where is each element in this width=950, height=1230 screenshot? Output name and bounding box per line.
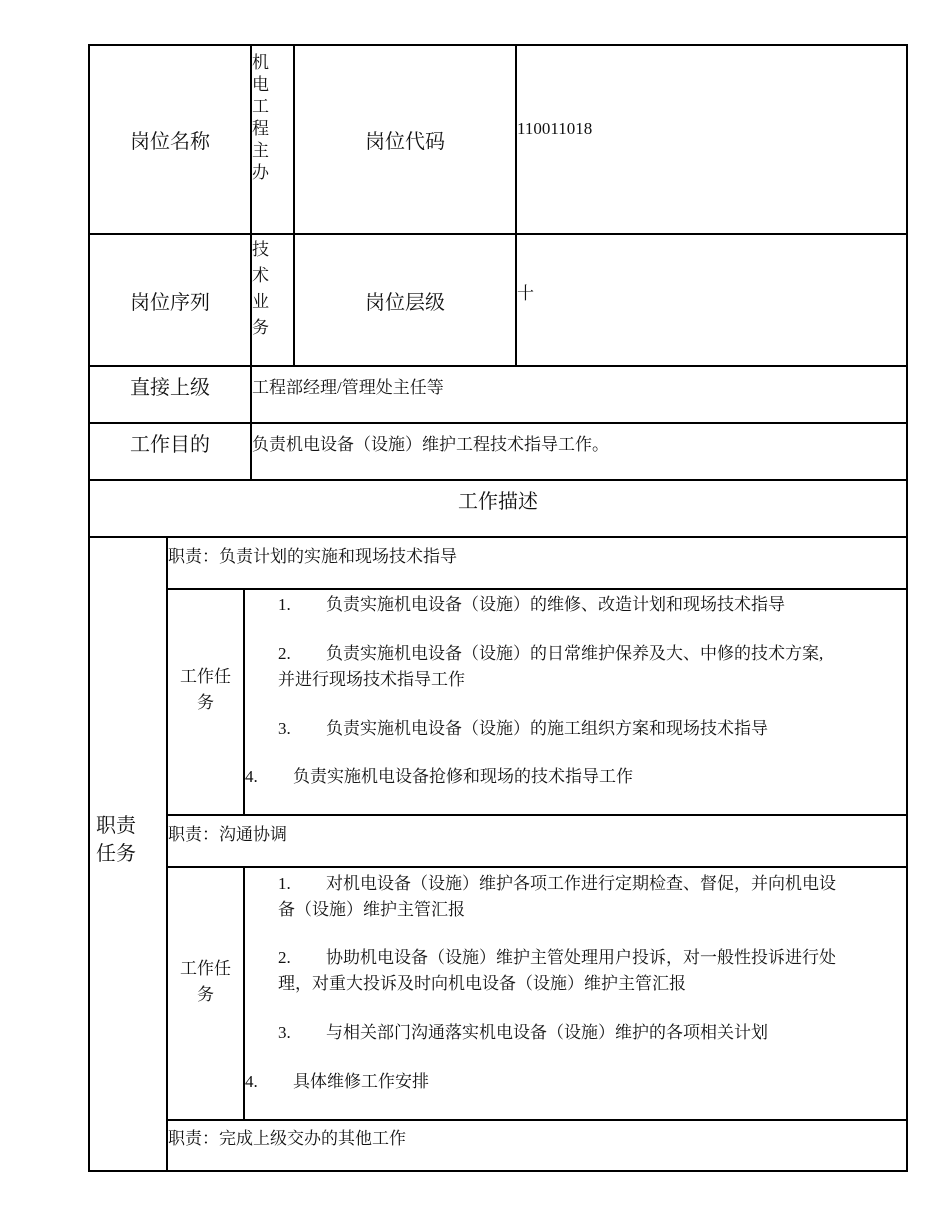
task-label	[168, 956, 243, 1008]
duty-title: 职责：沟通协调	[168, 825, 287, 844]
purpose-label: 工作目的	[130, 433, 210, 456]
post-series-value: 技术业务	[252, 240, 269, 337]
task-text: 负责实施机电设备（设施）的维修、改造计划和现场技术指导	[326, 595, 785, 614]
task-text: 与相关部门沟通落实机电设备（设施）维护的各项相关计划	[326, 1023, 768, 1042]
task-number: 3.	[278, 1023, 291, 1042]
task-label-line1: 工作任	[180, 667, 231, 686]
task-item	[278, 871, 898, 923]
post-series-label: 岗位序列	[130, 291, 210, 314]
duty-title: 职责：完成上级交办的其他工作	[168, 1129, 406, 1148]
duties-label	[90, 812, 166, 868]
task-text: 对机电设备（设施）维护各项工作进行定期检查、督促，并向机电设	[326, 874, 836, 893]
task-text: 负责实施机电设备（设施）的日常维护保养及大、中修的技术方案,	[326, 644, 824, 663]
task-number: 2.	[278, 644, 291, 663]
task-label-line1: 工作任	[180, 959, 231, 978]
post-level-value: 十	[517, 284, 534, 303]
superior-label: 直接上级	[130, 376, 210, 399]
task-item	[278, 945, 898, 997]
task-item	[278, 592, 785, 618]
task-label-line2: 务	[197, 985, 214, 1004]
task-item	[245, 1069, 429, 1095]
post-name-value: 机电工程主办	[252, 53, 269, 182]
task-text-continued: 并进行现场技术指导工作	[278, 670, 465, 689]
task-text-continued: 理，对重大投诉及时向机电设备（设施）维护主管汇报	[278, 974, 686, 993]
task-label	[168, 664, 243, 716]
task-number: 1.	[278, 595, 291, 614]
duties-label-line2: 任务	[96, 843, 136, 865]
duty-title: 职责：负责计划的实施和现场技术指导	[168, 547, 457, 566]
purpose-value: 负责机电设备（设施）维护工程技术指导工作。	[252, 435, 609, 454]
task-text: 具体维修工作安排	[293, 1072, 429, 1091]
post-code-value: 110011018	[517, 119, 593, 138]
task-text: 负责实施机电设备（设施）的施工组织方案和现场技术指导	[326, 719, 768, 738]
task-label-line2: 务	[197, 693, 214, 712]
task-number: 2.	[278, 948, 291, 967]
task-item	[278, 641, 898, 693]
task-item	[278, 1020, 768, 1046]
superior-value: 工程部经理/管理处主任等	[252, 378, 444, 397]
work-description-title: 工作描述	[458, 490, 538, 513]
task-number: 4.	[245, 767, 258, 786]
task-number: 4.	[245, 1072, 258, 1091]
task-text: 协助机电设备（设施）维护主管处理用户投诉，对一般性投诉进行处	[326, 948, 836, 967]
task-text-continued: 备（设施）维护主管汇报	[278, 900, 465, 919]
task-item	[278, 716, 768, 742]
post-code-label: 岗位代码	[365, 131, 445, 153]
task-number: 1.	[278, 874, 291, 893]
task-item	[245, 764, 633, 790]
task-text: 负责实施机电设备抢修和现场的技术指导工作	[293, 767, 633, 786]
post-name-label: 岗位名称	[130, 131, 210, 153]
task-number: 3.	[278, 719, 291, 738]
duties-label-line1: 职责	[96, 815, 136, 837]
post-level-label: 岗位层级	[365, 291, 445, 314]
